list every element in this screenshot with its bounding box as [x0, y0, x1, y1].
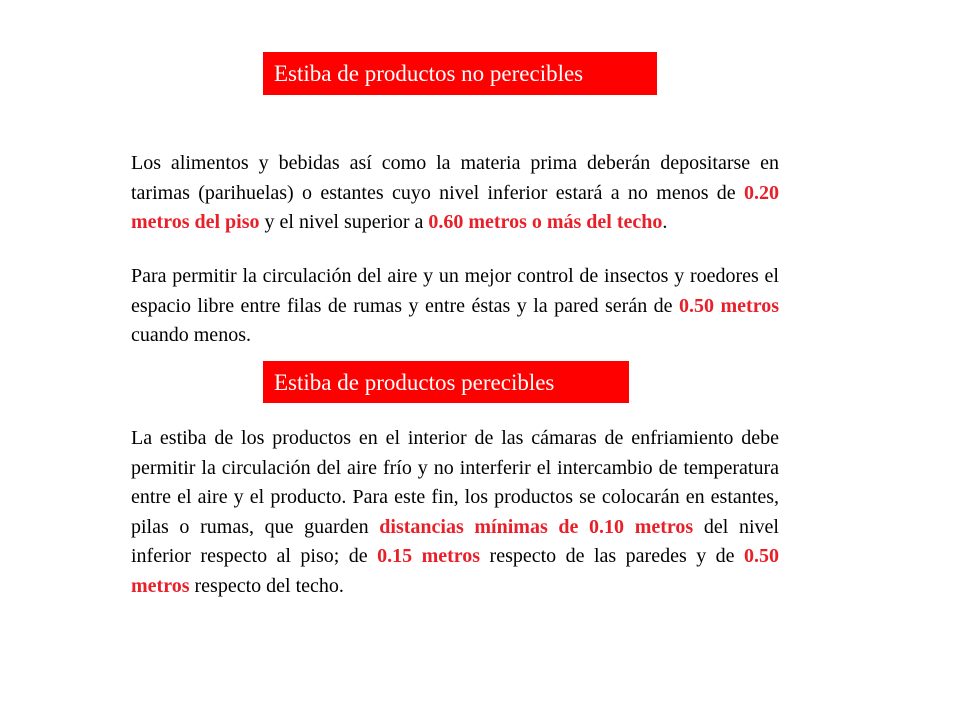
paragraph-text: Para permitir la circulación del aire y un mejor control de insectos y roedores el espacio libre entre filas de rumas y entre éstas y la pared serán de: [131, 265, 779, 317]
highlight-ceiling-distance: 0.50 metros: [131, 545, 780, 597]
paragraph-text: cuando menos.: [131, 324, 251, 346]
paragraph-text: respecto de las paredes y de: [480, 545, 745, 567]
paragraph-text: del nivel inferior respecto al piso; de: [131, 515, 779, 567]
highlight-minimum-distances: distancias mínimas de 0.10 metros: [379, 515, 694, 538]
paragraph-text: respecto del techo.: [189, 574, 344, 597]
paragraph-storage-height: [131, 149, 779, 238]
paragraph-cold-storage: [131, 424, 779, 601]
paragraph-air-circulation: [131, 262, 779, 351]
paragraph-text: y el nivel superior a: [259, 211, 429, 233]
paragraph-text: La estiba de los productos en el interior de las cámaras de enfriamiento debe permitir la circulación del aire frío y no interferir el intercambio de temperatura entre el aire y el producto. Para este fin, los productos se colocarán en estantes, pilas o rumas, que guarden: [131, 427, 779, 538]
highlight-wall-distance: 0.15 metros: [377, 545, 481, 567]
highlight-wall-distance: 0.50 metros: [679, 294, 779, 317]
highlight-floor-distance: 0.20 metros del piso: [131, 181, 779, 233]
section-heading-perishable: Estiba de productos perecibles: [263, 361, 629, 403]
section-heading-non-perishable: Estiba de productos no perecibles: [263, 52, 657, 95]
paragraph-text: .: [662, 211, 668, 233]
highlight-ceiling-distance: 0.60 metros o más del techo: [428, 211, 663, 233]
paragraph-text: Los alimentos y bebidas así como la materia prima deberán depositarse en tarimas (parihuelas) o estantes cuyo nivel inferior estará a no menos de: [131, 152, 779, 204]
